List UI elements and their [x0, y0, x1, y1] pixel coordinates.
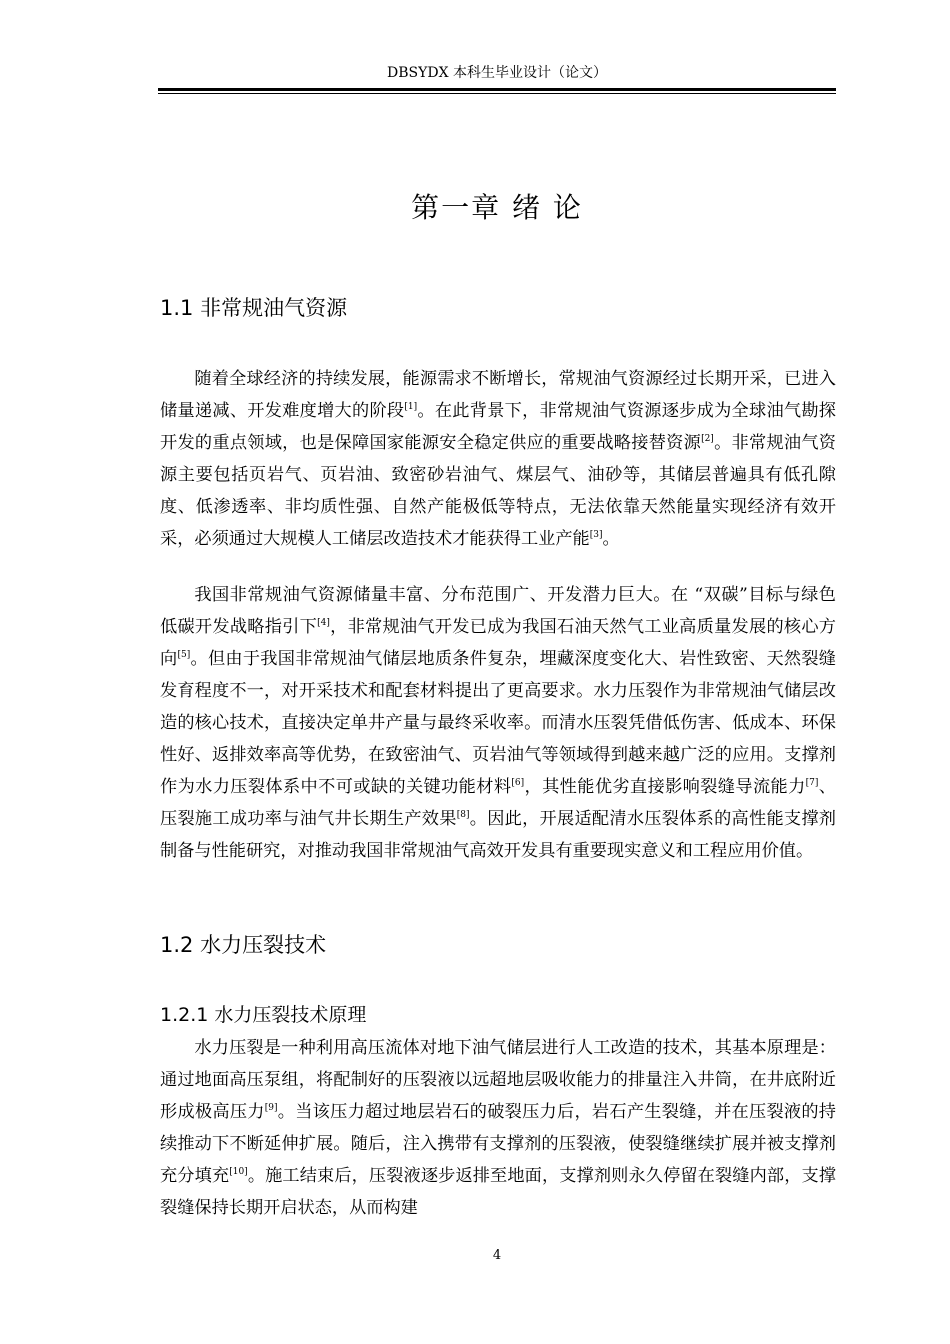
- paragraph-1-1-2: [160, 579, 836, 867]
- citation: [9]: [264, 1103, 278, 1113]
- paragraph-1-1-1: [160, 363, 836, 555]
- section-heading-1-2: 1.2 水力压裂技术: [160, 933, 327, 957]
- citation: [8]: [456, 810, 470, 820]
- citation: [4]: [317, 618, 330, 628]
- citation: [6]: [511, 778, 525, 788]
- text-run: 。当该压力超过地层岩石的破裂压力后，岩石产生裂缝，并在压裂液的持续推动下不断延伸扩展。随后，注入携带有支撑剂的压裂液，使裂缝继续扩展并被支撑剂充分填充: [160, 1102, 836, 1186]
- subsection-heading-1-2-1: 1.2.1 水力压裂技术原理: [160, 1004, 367, 1026]
- text-run: 随着全球经济的持续发展，能源需求不断增长，常规油气资源经过长期开采，已进入储量递减、开发难度增大的阶段: [160, 369, 836, 421]
- text-run: 。在此背景下，非常规油气资源逐步成为全球油气勘探开发的重点领域，也是保障国家能源安全稳定供应的重要战略接替资源: [160, 401, 836, 453]
- text-run: ，其性能优劣直接影响裂缝导流能力: [524, 777, 806, 797]
- running-header: DBSYDX 本科生毕业设计（论文）: [387, 65, 607, 81]
- text-run: 。但由于我国非常规油气储层地质条件复杂，埋藏深度变化大、岩性致密、天然裂缝发育程度不一，对开采技术和配套材料提出了更高要求。水力压裂作为非常规油气储层改造的核心技术，直接决定单井产量与最终采收率。而清水压裂凭借低伤害、低成本、环保性好、返排效率高等优势，在致密油气、页岩油气等领域得到越来越广泛的应用。支撑剂作为水力压裂体系中不可或缺的关键功能材料: [160, 649, 836, 797]
- section-heading-1-1: 1.1 非常规油气资源: [160, 296, 348, 320]
- citation: [10]: [229, 1167, 248, 1177]
- text-run: 。: [602, 529, 620, 549]
- header-rule-thick: [158, 88, 836, 91]
- citation: [5]: [177, 650, 191, 660]
- chapter-title: 第一章 绪 论: [411, 191, 583, 224]
- text-run: 。非常规油气资源主要包括页岩气、页岩油、致密砂岩油气、煤层气、油砂等，其储层普遍具有低孔隙度、低渗透率、非均质性强、自然产能极低等特点，无法依靠天然能量实现经济有效开采，必须通过大规模人工储层改造技术才能获得工业产能: [160, 433, 836, 549]
- header-rule-thin: [158, 93, 836, 94]
- text-run: ，非常规油气开发已成为我国石油天然气工业高质量发展的核心方向: [160, 617, 836, 669]
- text-run: 。施工结束后，压裂液逐步返排至地面，支撑剂则永久停留在裂缝内部，支撑裂缝保持长期开启状态，从而构建: [160, 1166, 836, 1218]
- citation: [7]: [805, 778, 819, 788]
- citation: [3]: [589, 530, 603, 540]
- text-run: 水力压裂是一种利用高压流体对地下油气储层进行人工改造的技术，其基本原理是：通过地面高压泵组，将配制好的压裂液以远超地层吸收能力的排量注入井筒，在井底附近形成极高压力: [160, 1038, 836, 1122]
- text-run: 、压裂施工成功率与油气井长期生产效果: [160, 777, 836, 829]
- citation: [2]: [701, 434, 714, 444]
- text-run: 我国非常规油气资源储量丰富、分布范围广、开发潜力巨大。在 “双碳”目标与绿色低碳开发战略指引下: [160, 585, 836, 637]
- text-run: 。因此，开展适配清水压裂体系的高性能支撑剂制备与性能研究，对推动我国非常规油气高效开发具有重要现实意义和工程应用价值。: [160, 809, 836, 861]
- citation: [1]: [404, 402, 418, 412]
- page-number: 4: [492, 1248, 502, 1263]
- paragraph-1-2-1-1: [160, 1032, 836, 1224]
